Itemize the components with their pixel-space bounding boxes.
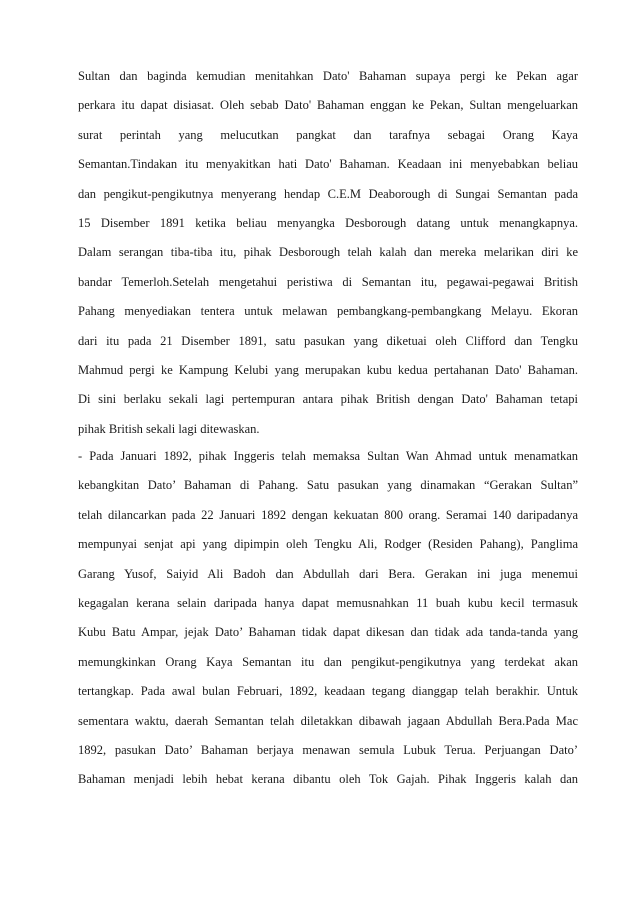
paragraph-line: tertangkap. Pada awal bulan Februari, 1892, keadaan tegang dianggap telah berakhir. Untuk — [78, 684, 578, 699]
paragraph-line: bandar Temerloh.Setelah mengetahui peristiwa di Semantan itu, pegawai-pegawai British — [78, 274, 578, 289]
paragraph-line: Bahaman menjadi lebih hebat kerana dibantu oleh Tok Gajah. Pihak Inggeris kalah dan — [78, 772, 578, 787]
paragraph-line: Dalam serangan tiba-tiba itu, pihak Desborough telah kalah dan mereka melarikan diri ke — [78, 245, 578, 260]
paragraph-line: kegagalan kerana selain daripada hanya dapat memusnahkan 11 buah kubu kecil termasuk — [78, 595, 578, 610]
paragraph-line: dari itu pada 21 Disember 1891, satu pasukan yang diketuai oleh Clifford dan Tengku — [78, 333, 578, 348]
paragraph-line: Di sini berlaku sekali lagi pertempuran antara pihak British dengan Dato' Bahaman tetapi — [78, 392, 578, 407]
paragraph-line: Pahang menyediakan tentera untuk melawan pembangkang-pembangkang Melayu. Ekoran — [78, 304, 578, 319]
paragraph-line: perkara itu dapat disiasat. Oleh sebab Dato' Bahaman enggan ke Pekan, Sultan mengeluarkan — [78, 98, 578, 113]
paragraph-2 — [78, 442, 578, 795]
paragraph-line: surat perintah yang melucutkan pangkat dan tarafnya sebagai Orang Kaya — [78, 127, 578, 142]
paragraph-line: telah dilancarkan pada 22 Januari 1892 dengan kekuatan 800 orang. Seramai 140 daripadanya — [78, 507, 578, 522]
paragraph-line: 1892, pasukan Dato’ Bahaman berjaya menawan semula Lubuk Terua. Perjuangan Dato’ — [78, 742, 578, 757]
paragraph-line: Semantan.Tindakan itu menyakitkan hati Dato' Bahaman. Keadaan ini menyebabkan beliau — [78, 157, 578, 172]
paragraph-line: Mahmud pergi ke Kampung Kelubi yang merupakan kubu kedua pertahanan Dato' Bahaman. — [78, 362, 578, 377]
paragraph-line: Garang Yusof, Saiyid Ali Badoh dan Abdullah dari Bera. Gerakan ini juga menemui — [78, 566, 578, 581]
paragraph-line: - Pada Januari 1892, pihak Inggeris telah memaksa Sultan Wan Ahmad untuk menamatkan — [78, 449, 578, 463]
paragraph-line: Sultan dan baginda kemudian menitahkan Dato' Bahaman supaya pergi ke Pekan agar — [78, 69, 578, 83]
paragraph-1 — [78, 62, 578, 444]
paragraph-line: kebangkitan Dato’ Bahaman di Pahang. Satu pasukan yang dinamakan “Gerakan Sultan” — [78, 478, 578, 493]
paragraph-line: sementara waktu, daerah Semantan telah diletakkan dibawah jagaan Abdullah Bera.Pada Mac — [78, 713, 578, 728]
paragraph-line: Kubu Batu Ampar, jejak Dato’ Bahaman tidak dapat dikesan dan tidak ada tanda-tanda yang — [78, 625, 578, 640]
paragraph-line: pihak British sekali lagi ditewaskan. — [78, 421, 260, 436]
paragraph-line: dan pengikut-pengikutnya menyerang hendap C.E.M Deaborough di Sungai Semantan pada — [78, 186, 578, 201]
paragraph-line: mempunyai senjat api yang dipimpin oleh Tengku Ali, Rodger (Residen Pahang), Panglima — [78, 537, 578, 552]
paragraph-line: memungkinkan Orang Kaya Semantan itu dan pengikut-pengikutnya yang terdekat akan — [78, 654, 578, 669]
paragraph-line: 15 Disember 1891 ketika beliau menyangka Desborough datang untuk menangkapnya. — [78, 215, 578, 230]
